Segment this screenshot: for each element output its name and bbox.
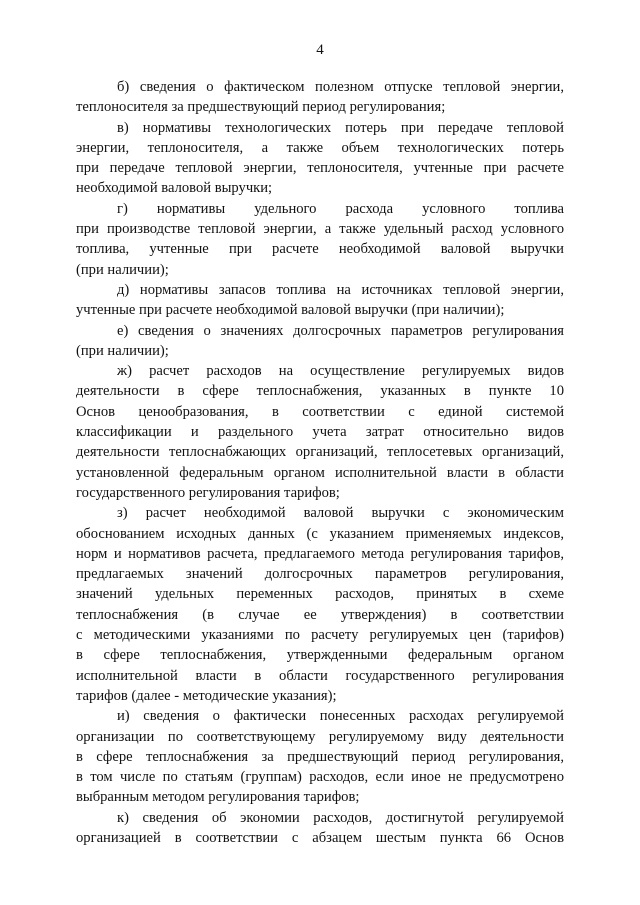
- text-line: обоснованием исходных данных (с указанием применяемых индексов,: [76, 525, 564, 542]
- text-line: Основ ценообразования, в соответствии с единой системой: [76, 403, 564, 420]
- page-number: 4: [316, 42, 324, 58]
- text-line: г) нормативы удельного расхода условного топлива: [117, 200, 564, 217]
- text-line: норм и нормативов расчета, предлагаемого метода регулирования тарифов,: [76, 545, 564, 562]
- text-line: классификации и раздельного учета затрат относительно видов: [76, 424, 564, 441]
- text-line: государственного регулирования тарифов;: [76, 484, 340, 501]
- text-line: з) расчет необходимой валовой выручки с экономическим: [117, 505, 564, 522]
- text-line: организации по соответствующему регулируемому виду деятельности: [76, 728, 564, 745]
- text-line: значений удельных переменных расходов, принятых в схеме: [76, 586, 564, 603]
- text-line: ж) расчет расходов на осуществление регулируемых видов: [117, 363, 564, 380]
- text-line: необходимой валовой выручки;: [76, 180, 273, 197]
- text-line: в) нормативы технологических потерь при передаче тепловой: [117, 119, 564, 136]
- text-line: деятельности в сфере теплоснабжения, указанных в пункте 10: [76, 383, 564, 400]
- text-line: в сфере теплоснабжения за предшествующий период регулирования,: [76, 748, 564, 765]
- text-line: при производстве тепловой энергии, а также удельный расход условного: [76, 221, 564, 238]
- text-line: д) нормативы запасов топлива на источниках тепловой энергии,: [117, 281, 564, 298]
- text-line: выбранным методом регулирования тарифов;: [76, 789, 360, 806]
- text-line: топлива, учтенные при расчете необходимой валовой выручки: [76, 241, 564, 258]
- text-line: организацией в соответствии с абзацем шестым пункта 66 Основ: [76, 829, 564, 846]
- text-line: исполнительной власти в области государственного регулирования: [76, 667, 564, 684]
- text-line: тарифов (далее - методические указания);: [76, 687, 337, 704]
- document-body: [76, 77, 564, 848]
- text-line: и) сведения о фактически понесенных расходах регулируемой: [117, 708, 564, 725]
- text-line: б) сведения о фактическом полезном отпуске тепловой энергии,: [117, 79, 564, 95]
- text-line: энергии, теплоносителя, а также объем технологических потерь: [76, 139, 564, 156]
- text-line: теплоснабжения (в случае ее утверждения) в соответствии: [76, 606, 564, 623]
- text-line: предлагаемых значений долгосрочных параметров регулирования,: [76, 566, 564, 583]
- text-line: при передаче тепловой энергии, теплоносителя, учтенные при расчете: [76, 160, 564, 177]
- text-line: к) сведения об экономии расходов, достигнутой регулируемой: [117, 809, 564, 826]
- text-line: (при наличии);: [76, 261, 169, 278]
- text-line: деятельности теплоснабжающих организаций, теплосетевых организаций,: [76, 444, 564, 461]
- text-line: учтенные при расчете необходимой валовой выручки (при наличии);: [76, 302, 505, 319]
- text-line: с методическими указаниями по расчету регулируемых цен (тарифов): [76, 627, 564, 644]
- text-line: в сфере теплоснабжения, утвержденными федеральным органом: [76, 647, 564, 664]
- text-line: в том числе по статьям (группам) расходов, если иное не предусмотрено: [76, 769, 564, 786]
- text-line: (при наличии);: [76, 342, 169, 359]
- text-line: установленной федеральным органом исполнительной власти в области: [76, 464, 564, 481]
- text-line: теплоносителя за предшествующий период регулирования;: [76, 99, 446, 116]
- text-line: е) сведения о значениях долгосрочных параметров регулирования: [117, 322, 564, 339]
